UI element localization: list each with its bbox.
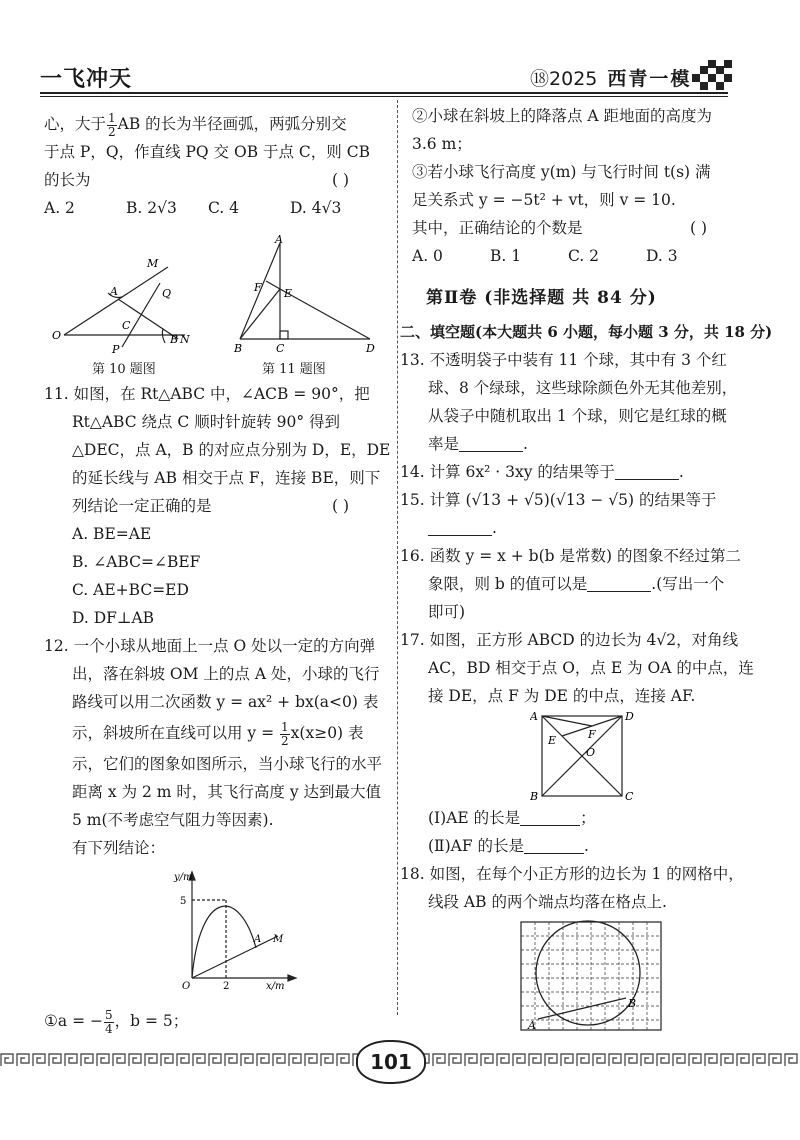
q10-label-p: P	[112, 343, 120, 355]
column-divider	[397, 100, 398, 1015]
q17-label-e: E	[548, 734, 557, 747]
q12-line-2: 出，落在斜坡 OM 上的点 A 处，小球的飞行	[72, 665, 380, 683]
q17-label-c: C	[625, 790, 634, 800]
q17-answers	[400, 804, 752, 916]
q10-figure	[50, 255, 200, 355]
q11-label-c: C	[276, 342, 285, 355]
q11-line-1: 11. 如图，在 Rt△ABC 中，∠ACB = 90°，把	[44, 385, 370, 403]
q10-label-n: N	[180, 333, 190, 346]
q17-figure	[530, 708, 640, 800]
q11-label-a: A	[275, 235, 283, 246]
q12-label-m: M	[273, 934, 284, 945]
q18-line-1: 18. 如图，在每个小正方形的边长为 1 的网格中，	[400, 865, 744, 883]
q12-label-a: A	[254, 934, 262, 945]
q10-label-m: M	[147, 257, 159, 270]
q10-line-1: 心，大于 $\frac{1}{2}$ AB 的长为半径画弧，两弧分别交	[44, 110, 347, 139]
q12-label-5: 5	[180, 896, 187, 907]
circled-number: ⑱	[530, 68, 550, 90]
exam-year: 2025	[549, 68, 598, 90]
q17-line-1: 17. 如图，正方形 ABCD 的边长为 4√2，对角线	[400, 631, 739, 649]
q13-line-2: 球、8 个绿球，这些球除颜色外无其他差别，	[428, 379, 738, 397]
q11-line-2: Rt△ABC 绕点 C 顺时针旋转 90° 得到	[72, 413, 341, 431]
q11-label-d: D	[366, 342, 375, 355]
q12-line-1: 12. 一个小球从地面上一点 O 处以一定的方向弹	[44, 637, 376, 655]
q15-line-2: .	[412, 514, 752, 542]
q18-grid-figure	[516, 917, 666, 1035]
exam-region: 西青一模	[607, 68, 692, 90]
q17-line-2: AC，BD 相交于点 O，点 E 为 OA 的中点，连	[428, 659, 754, 677]
header-rule	[40, 92, 728, 94]
q17-blank-2[interactable]	[524, 837, 584, 854]
q17-sub-2: (Ⅱ)AF 的长是 .	[428, 837, 589, 855]
q11-block	[44, 380, 389, 862]
q17-label-o: O	[586, 746, 596, 759]
q12-options	[412, 242, 752, 270]
q11-option-b: B. ∠ABC=∠BEF	[72, 553, 201, 571]
q12-conclusion-1: ①a = − $\frac{5}{4}$ ，b = 5；	[44, 1007, 189, 1036]
q10-option-a: A. 2	[44, 199, 75, 217]
q12-option-d: D. 3	[646, 247, 678, 265]
q11-option-a: A. BE=AE	[72, 525, 152, 543]
q11-label-f: F	[254, 281, 262, 294]
q12-option-c: C. 2	[568, 247, 600, 265]
q12-label-o: O	[182, 981, 191, 992]
q12-answer-paren: ( )	[690, 219, 708, 237]
checker-decoration	[692, 60, 732, 90]
q17-line-3: 接 DE，点 F 为 DE 的中点，连接 AF.	[428, 687, 696, 705]
fill-in-heading: 二、填空题(本大题共 6 小题，每小题 3 分，共 18 分)	[400, 323, 773, 341]
q17-sub-1: (Ⅰ)AE 的长是 ；	[428, 809, 596, 827]
q10-label-b: B	[170, 333, 179, 346]
q12-option-a: A. 0	[412, 247, 443, 265]
q17-label-d: D	[625, 710, 634, 723]
q11-label-e: E	[284, 287, 293, 300]
q12-label-xlab: x/m	[266, 981, 285, 992]
q11-answer-paren: ( )	[332, 497, 350, 515]
q12-conclusion-3a: ③若小球飞行高度 y(m) 与飞行时间 t(s) 满	[412, 163, 711, 181]
q12-question: 其中，正确结论的个数是 ( )	[412, 214, 752, 242]
q11-option-c: C. AE+BC=ED	[72, 581, 189, 599]
q10-option-d: D. 4√3	[290, 199, 342, 217]
q12-line-3: 路线可以用二次函数 y = ax² + bx(a<0) 表	[72, 693, 379, 711]
q17-label-b: B	[530, 790, 539, 800]
page-number: 101	[356, 1040, 426, 1084]
q18-line-2: 线段 AB 的两个端点均落在格点上.	[428, 893, 667, 911]
q14-blank[interactable]	[615, 463, 679, 480]
q12-label-ylab: y/m	[174, 872, 193, 883]
q12-conclusion-3b: 足关系式 y = −5t² + vt，则 v = 10.	[412, 191, 676, 209]
q12-conclusion-2b: 3.6 m；	[412, 135, 472, 153]
q10-label-o: O	[52, 329, 62, 342]
q10-line-2: 于点 P，Q，作直线 PQ 交 OB 于点 C，则 CB	[44, 143, 370, 161]
q10-option-c: C. 4	[208, 199, 240, 217]
q12-line-7: 5 m(不考虑空气阻力等因素).	[72, 811, 274, 829]
q18-label-a: A	[528, 1019, 536, 1032]
q11-caption: 第 11 题图	[262, 362, 326, 377]
q10-label-q: Q	[162, 287, 172, 300]
q13-line-3: 从袋子中随机取出 1 个球，则它是红球的概	[428, 407, 727, 425]
q12-line-8: 有下列结论：	[72, 839, 166, 857]
q15-line-1: 15. 计算 (√13 + √5)(√13 − √5) 的结果等于	[400, 491, 717, 509]
q13-line-1: 13. 不透明袋子中装有 11 个球，其中有 3 个红	[400, 351, 727, 369]
q16-line-1: 16. 函数 y = x + b(b 是常数) 的图象不经过第二	[400, 547, 741, 565]
q10-caption: 第 10 题图	[92, 362, 156, 377]
q17-label-f: F	[588, 728, 596, 741]
q13-blank[interactable]	[459, 435, 523, 452]
header-rule-thin	[40, 96, 728, 97]
q14-line: 14. 计算 6x² · 3xy 的结果等于 .	[400, 463, 684, 481]
q17-label-a: A	[530, 710, 538, 723]
q10-label-a: A	[110, 285, 118, 298]
q12-line-6: 距离 x 为 2 m 时，其飞行高度 y 达到最大值	[72, 783, 382, 801]
section-title: 第Ⅱ卷 (非选择题 共 84 分)	[426, 288, 657, 308]
q13-line-4: 率是 .	[428, 435, 528, 453]
q12-figure	[170, 868, 300, 993]
q16-line-2: 象限，则 b 的值可以是 .(写出一个	[428, 575, 725, 593]
q10-label-c: C	[122, 319, 131, 332]
q10-option-b: B. 2√3	[126, 199, 177, 217]
q11-line-5: 列结论一定正确的是 ( )	[44, 492, 389, 520]
q16-blank[interactable]	[587, 575, 651, 592]
q18-label-b: B	[628, 997, 637, 1010]
q11-line-4: 的延长线与 AB 相交于点 F，连接 BE，则下	[72, 469, 381, 487]
q12-option-b: B. 1	[490, 247, 522, 265]
exam-title	[530, 64, 691, 91]
q11-label-b: B	[234, 342, 243, 355]
q11-line-3: △DEC，点 A，B 的对应点分别为 D，E，DE	[72, 441, 391, 459]
q16-line-3: 即可)	[428, 603, 466, 621]
left-column	[44, 110, 384, 222]
q11-option-d: D. DF⊥AB	[72, 609, 155, 627]
q17-blank-1[interactable]	[520, 809, 580, 826]
brand-logo: 一飞冲天	[40, 67, 133, 92]
q12-conclusion-2a: ②小球在斜坡上的降落点 A 距地面的高度为	[412, 107, 713, 125]
q12-label-2: 2	[223, 981, 230, 992]
q10-line-3: 的长为 ( )	[44, 166, 384, 194]
q12-line-5: 示，它们的图象如图所示，当小球飞行的水平	[72, 755, 383, 773]
q10-answer-paren: ( )	[332, 171, 350, 189]
q12-line-4: 示，斜坡所在直线可以用 y = $\frac{1}{2}$ x(x≥0) 表	[72, 719, 364, 748]
q15-blank[interactable]	[428, 519, 492, 536]
q10-options	[44, 194, 384, 222]
q11-figure	[228, 235, 388, 355]
right-column	[400, 102, 773, 710]
